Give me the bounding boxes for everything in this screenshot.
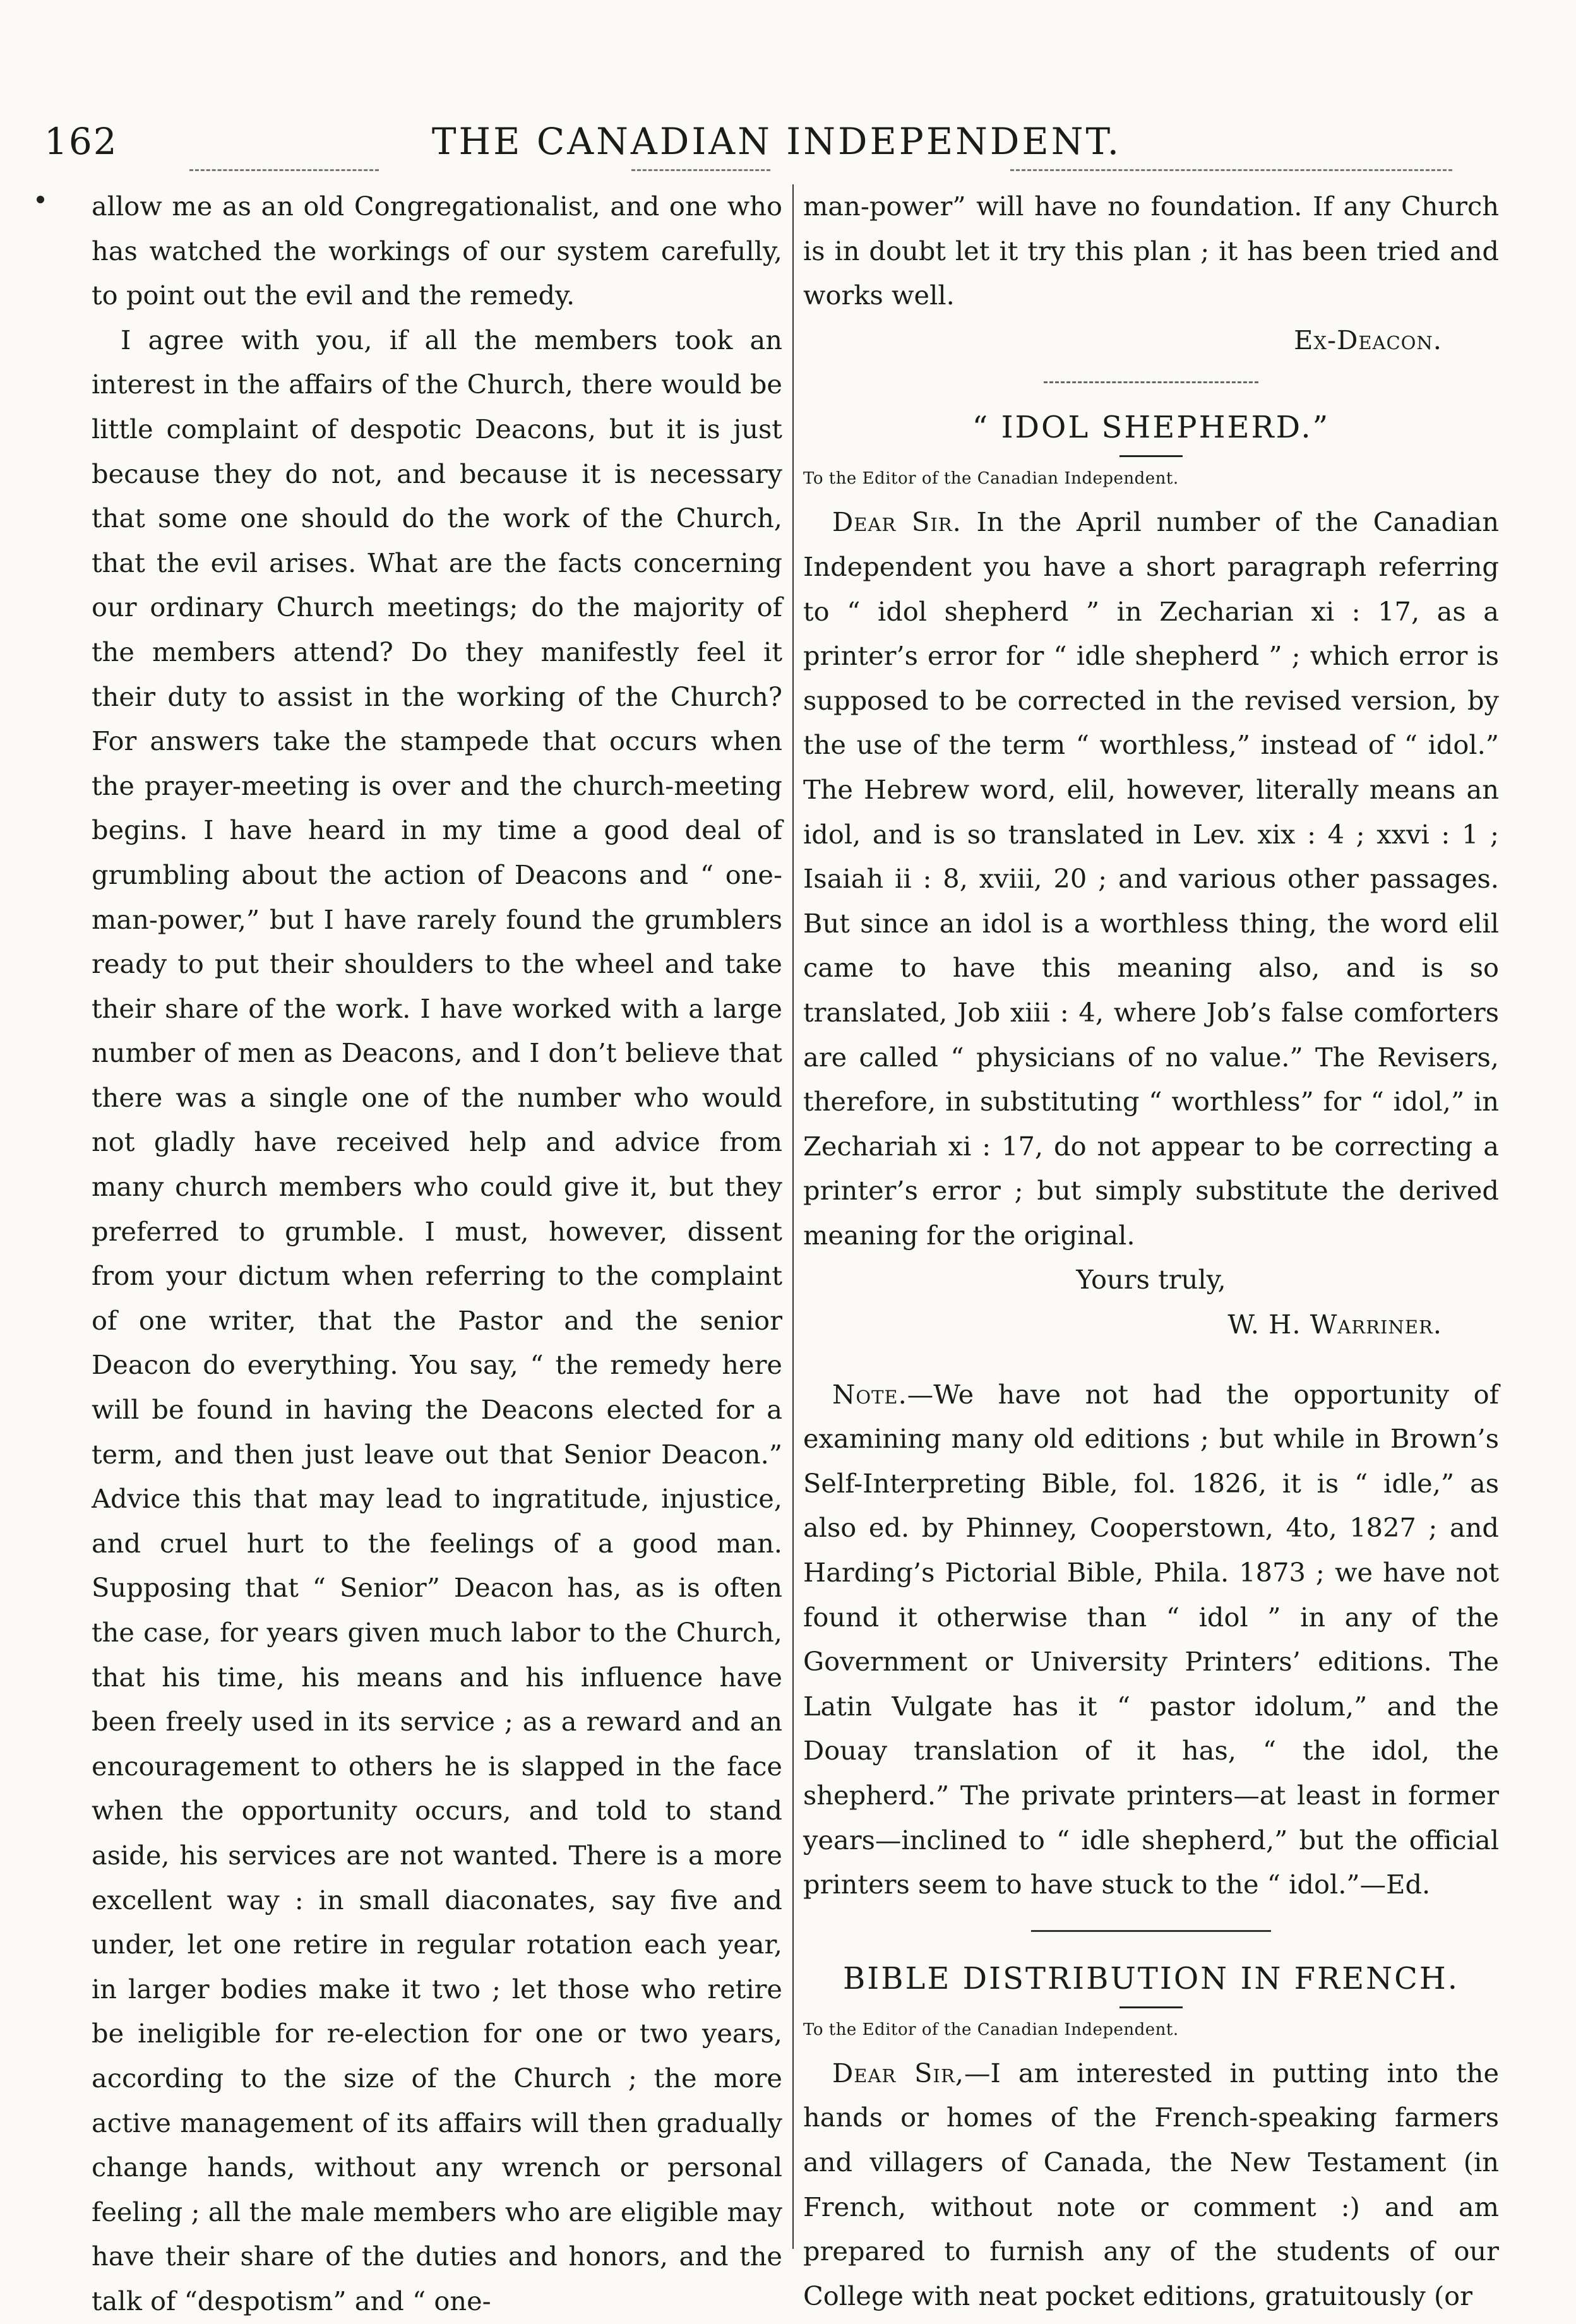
note-label: Note. <box>832 1378 907 1410</box>
top-dash-left <box>189 169 379 171</box>
top-dash-right <box>1010 169 1452 171</box>
top-dash-mid <box>631 169 770 171</box>
note-body: —We have not had the opportunity of examining many old editions ; but while in Brown’s Self-Interpreting Bible, fol. 1826, it is “ idle,” as also ed. by Phinney, Cooperstown, 4to, 1827 ; and Harding’s Pictorial Bible, Phila. 1873 ; we have not found it otherwise than “ idol ” in any of the Government or University Printers’ editions. The Latin Vulgate has it “ pastor idolum,” and the Douay translation of it has, “ the idol, the shepherd.” The private printers—at least in former years—inclined to “ idle shepherd,” but the official printers seem to have stuck to the “ idol.”—Ed. <box>803 1378 1499 1900</box>
left-paragraph-2: I agree with you, if all the members took an interest in the affairs of the Church, there would be little complaint of despotic Deacons, but it is just because they do not, and because it is necessary that some one should do the work of the Church, that the evil arises. What are the facts concerning our ordinary Church meetings; do the majority of the members attend? Do they manifestly feel it their duty to assist in the working of the Church? For answers take the stampede that occurs when the prayer-meeting is over and the church-meeting begins. I have heard in my time a good deal of grumbling about the action of Deacons and “ one-man-power,” but I have rarely found the grumblers ready to put their shoulders to the wheel and take their share of the work. I have worked with a large number of men as Deacons, and I don’t believe that there was a single one of the number who would not gladly have received help and advice from many church members who could give it, but they preferred to grumble. I must, however, dissent from your dictum when referring to the complaint of one writer, that the Pastor and the senior Deacon do everything. You say, “ the remedy here will be found in having the Deacons elected for a term, and then just leave out that Senior Deacon.” Advice this that may lead to ingratitude, injustice, and cruel hurt to the feelings of a good man. Supposing that “ Senior” Deacon has, as is often the case, for years given much labor to the Church, that his time, his means and his influence have been freely used in its service ; as a reward and an encouragement to others he is slapped in the face when the opportunity occurs, and told to stand aside, his services are not wanted. There is a more excellent way : in small diaconates, say five and under, let one retire in regular rotation each year, in larger bodies make it two ; let those who retire be ineligible for re-election for one or two years, according to the size of the Church ; the more active management of its affairs will then gradually change hands, without any wrench or personal feeling ; all the male members who are eligible may have their share of the duties and honors, and the talk of “despotism” and “ one- <box>92 324 782 2316</box>
bible-distribution-title: BIBLE DISTRIBUTION IN FRENCH. <box>843 1960 1459 1996</box>
title-rule <box>1119 2006 1183 2008</box>
bible-salutation: Dear Sir, <box>832 2057 965 2089</box>
right-continued-paragraph: man-power” will have no foundation. If any Church is in doubt let it try this plan ; it has been tried and works well. <box>803 191 1499 311</box>
idol-signature: W. H. Warriner. <box>1227 1309 1442 1340</box>
idol-body-text: In the April number of the Canadian Independent you have a short paragraph referring to “ idol shepherd ” in Zecharian xi : 17, as a printer’s error for “ idle shepherd ” ; which error is supposed to be corrected in the revised version, by the use of the term “ worthless,” instead of “ idol.” The Hebrew word, elil, however, literally means an idol, and is so translated in Lev. xix : 4 ; xxvi : 1 ; Isaiah ii : 8, xviii, 20 ; and various other passages. But since an idol is a worthless thing, the word elil came to have this meaning also, and is so translated, Job xiii : 4, where Job’s false comforters are called “ physicians of no value.” The Revisers, therefore, in substituting “ worthless” for “ idol,” in Zechariah xi : 17, do not appear to be correcting a printer’s error ; but simply substitute the derived meaning for the original. <box>803 506 1499 1251</box>
page-header <box>44 120 1509 177</box>
idol-shepherd-title: “ IDOL SHEPHERD.” <box>972 410 1330 446</box>
bible-letter-body <box>803 2051 1499 2319</box>
right-column <box>803 184 1499 2318</box>
left-column <box>92 184 782 2324</box>
spacer <box>803 1347 1499 1373</box>
bible-body-text: —I am interested in putting into the hands or homes of the French-speaking farmers and villagers of Canada, the New Testament (in French, without note or comment :) and am prepared to furnish any of the students of our College with neat pocket editions, gratuitously (or <box>803 2057 1500 2311</box>
left-paragraph-1: allow me as an old Congregationalist, and one who has watched the workings of our system carefully, to point out the evil and the remedy. <box>92 191 782 311</box>
column-divider <box>792 184 794 2249</box>
idol-closing: Yours truly, <box>1076 1264 1226 1296</box>
bible-to-editor: To the Editor of the Canadian Independent. <box>803 2020 1179 2039</box>
idol-letter-body <box>803 500 1499 1258</box>
page-number: 162 <box>44 120 118 163</box>
section-separator <box>1031 1930 1271 1932</box>
idol-to-editor: To the Editor of the Canadian Independent. <box>803 469 1179 489</box>
running-title: THE CANADIAN INDEPENDENT. <box>431 120 1122 163</box>
idol-salutation: Dear Sir. <box>832 506 962 538</box>
margin-bullet <box>37 196 44 203</box>
section-separator <box>1044 381 1258 383</box>
ex-deacon-signature: Ex-Deacon. <box>1294 324 1442 355</box>
editor-note <box>803 1373 1499 1907</box>
title-rule <box>1119 455 1183 457</box>
